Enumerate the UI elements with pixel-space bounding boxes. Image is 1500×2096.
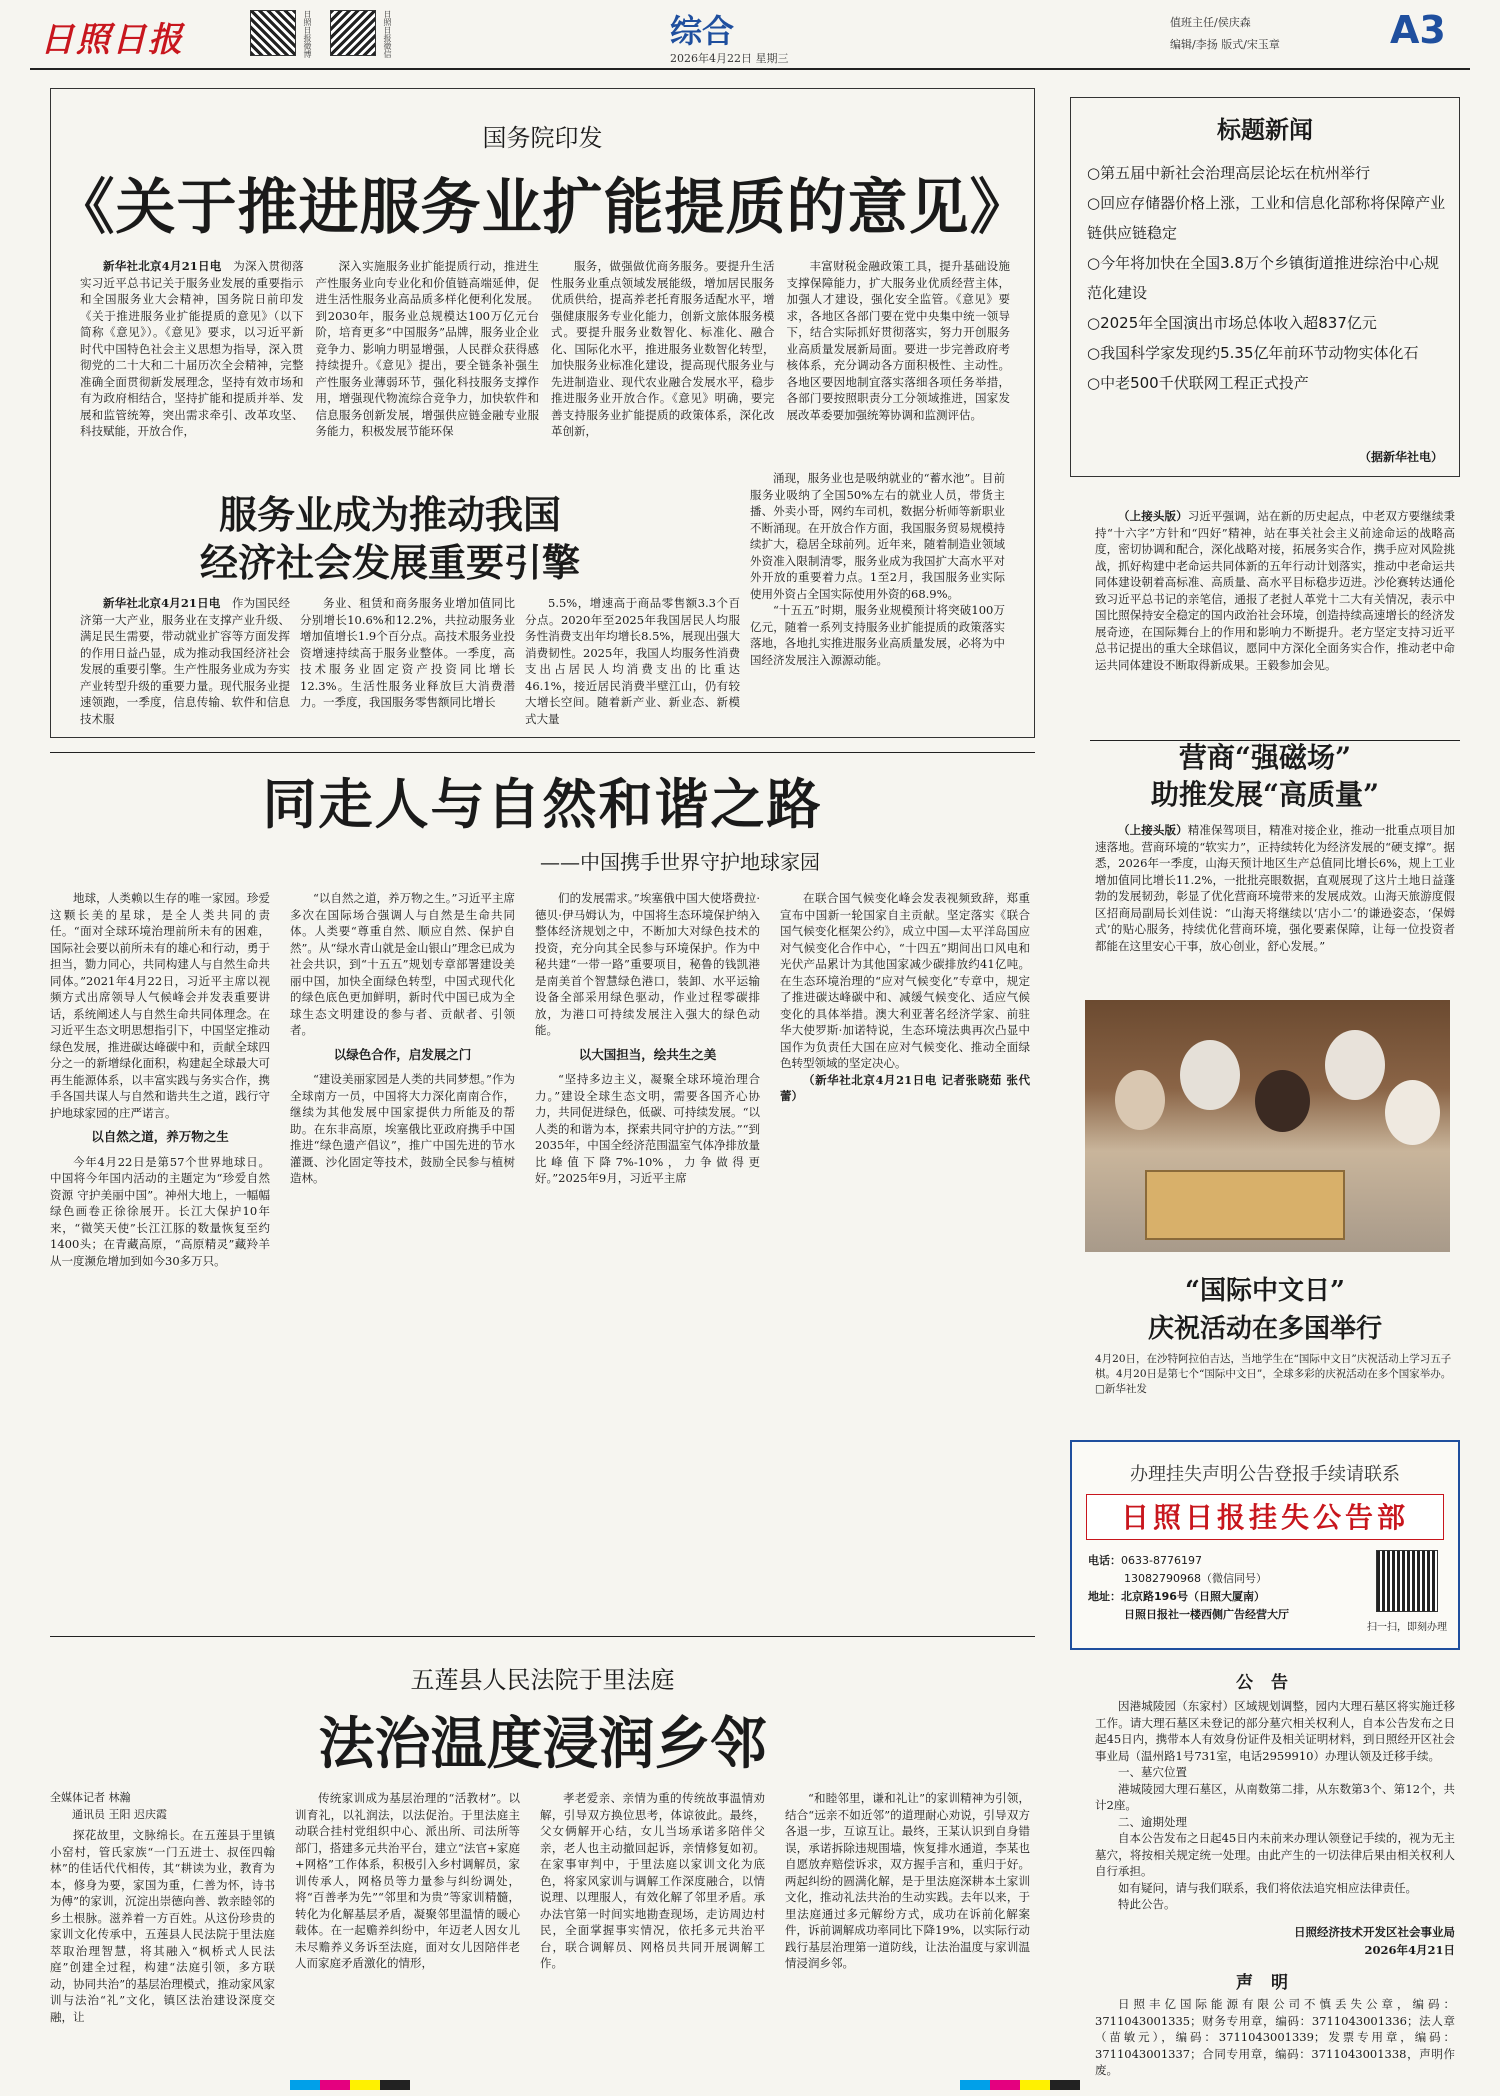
headline-item[interactable]: ○我国科学家发现约5.35亿年前环节动物实体化石 — [1087, 344, 1419, 362]
nature-col-text-1: 地球，人类赖以生存的唯一家园。珍爱这颗长美的星球，是全人类共同的责任。“面对全球环境治理前所未有的困难，国际社会要以前所未有的雄心和行动，勇于担当，勠力同心，共同构建人与自然生命共同体。”2021年4月22日，习近平主席以视频方式出席领导人气候峰会并发表重要讲话，系统阐述人与自然生命共同体理念。在习近平生态文明思想指引下，中国坚定推动绿色发展，推进碳达峰碳中和，贡献全球四分之一的新增绿化面积，构建起全球最大可再生能源体系，以丰富实践与务实合作，携手各国共谋人与自然和谐共生之道，践行守护地球家园的庄严诺言。 — [50, 891, 270, 1120]
second-col-2 — [300, 595, 515, 725]
nature-subtitle: ——中国携手世界守护地球家园 — [540, 850, 820, 874]
lead-col-text-3: 服务，做强做优商务服务。要提升生活性服务业重点领域发展能级，增加居民服务优质供给，提高养老托育服务适配水平，增强健康服务专业化能力，创新文旅体服务模式。要提升服务业数智化、标准化、融合化、国际化水平，推进服务业数智化转型，加快服务业标准化建设，提高现代服务业与先进制造业、现代农业融合发展水平，稳步推进服务业开放合作。《意见》明确，要完善支持服务业扩能提质的政策体系，深化改革创新， — [551, 259, 775, 438]
nature-subhead-3: 以大国担当，绘共生之美 — [578, 1046, 717, 1062]
notice-body — [1095, 1698, 1455, 1918]
section-title: 综合 — [670, 12, 735, 50]
second-col-4 — [750, 470, 1005, 725]
notice-signature: 日照经济技术开发区社会事业局 — [1294, 1925, 1455, 1939]
headlines-title: 标题新闻 — [1217, 115, 1313, 144]
ad-phone-2[interactable]: 13082790968（微信同号） — [1124, 1572, 1267, 1585]
lead-dateline: 新华社北京4月21日电 — [103, 259, 222, 273]
nature-col-text-5: 们的发展需求。”埃塞俄中国大使塔费拉·德贝·伊马姆认为，中国将生态环境保护纳入整体经济规划之中，不断加大对绿色技术的投资，充分向其全民参与环境保护。作为中秘共建“一带一路”重要项目，秘鲁的钱凯港是南美首个智慧绿色港口，装卸、水平运输设备全部采用绿色驱动，作业过程零碳排放，为港口可持续发展注入强大的绿色动能。 — [535, 891, 760, 1037]
ad-box — [1070, 1440, 1460, 1650]
section-divider-2 — [50, 1636, 1035, 1637]
editor-line-1: 值班主任/侯庆森 — [1170, 16, 1251, 29]
ad-top: 办理挂失声明公告登报手续请联系 — [1130, 1464, 1400, 1485]
notice-paragraph: 自本公告发布之日起45日内未前来办理认领登记手续的，视为无主墓穴，将按相关规定统一处理。由此产生的一切法律后果由相关权利人自行承担。 — [1095, 1831, 1455, 1878]
photo-caption — [1095, 1352, 1455, 1404]
brand-logo: 日照日报 — [40, 20, 184, 60]
ad-phone-label: 电话： — [1088, 1554, 1121, 1567]
page-code: A3 — [1390, 8, 1446, 52]
court-col-3 — [540, 1790, 765, 2080]
ad-scan-caption: 扫一扫，即刻办理 — [1367, 1622, 1447, 1633]
lead-body — [80, 258, 1010, 463]
notice-paragraph: 一、墓穴位置 — [1118, 1765, 1187, 1779]
ad-phone-1[interactable]: 0633-8776197 — [1121, 1554, 1202, 1567]
weibo-qr-code[interactable] — [250, 10, 296, 56]
circle-bullet-icon: ○ — [1087, 374, 1101, 392]
notice-paragraph: 二、逾期处理 — [1118, 1814, 1187, 1829]
nature-col-3 — [535, 890, 760, 1670]
nature-byline: （新华社北京4月21日电 记者张晓茹 张代蕾） — [780, 1072, 1030, 1103]
ad-address-label: 地址： — [1088, 1590, 1121, 1603]
second-dateline: 新华社北京4月21日电 — [103, 596, 221, 610]
nature-col-2 — [290, 890, 515, 1670]
court-col-2 — [295, 1790, 520, 2080]
circle-bullet-icon: ○ — [1087, 194, 1101, 212]
photo-figure — [1385, 1080, 1440, 1145]
color-registration-bar — [290, 2080, 410, 2090]
second-title-line-1: 服务业成为推动我国 — [218, 492, 561, 537]
second-col-text-2: 务业、租赁和商务服务业增加值同比分别增长10.6%和12.2%，共拉动服务业增加值增长1.9个百分点。高技术服务业投资增速持续高于服务业整体。一季度，高技术服务业固定资产投资同比增长12.3%。生活性服务业释放巨大消费潜力。一季度，我国服务零售额同比增长 — [300, 596, 515, 709]
nature-col-text-4: “建设美丽家园是人类的共同梦想。”作为全球南方一员，中国将大力深化南南合作，继续为其他发展中国家提供力所能及的帮助。在东非高原，埃塞俄比亚政府携手中国推进“绿色遗产倡议”，推广中国先进的节水灌溉、沙化固定等技术，鼓励全民参与植树造林。 — [290, 1072, 515, 1185]
photo-board — [1145, 1170, 1345, 1240]
nature-col-1 — [50, 890, 270, 1670]
lead-column-2 — [316, 258, 540, 463]
notice-title: 公 告 — [1236, 1673, 1294, 1693]
court-col-text-1: 探花故里，文脉绵长。在五莲县于里镇小窑村，管氏家族“一门五进士、叔侄四翰林”的佳话代代相传，其“耕读为业，教育为本，修身为要，家国为重，仁善为怀，诗书为傅”的家训，沉淀出崇德向善、敦亲睦邻的乡土根脉。滋养着一方百姓。从这份珍贵的家训文化传承中，五莲县人民法院于里法庭萃取治理智慧，将其融入“枫桥式人民法庭”创建全过程，构建“法庭引领，多方联动，协同共治”的基层治理模式，推动家风家训与法治“礼”文化，镇区法治建设深度交融，让 — [50, 1828, 275, 2024]
circle-bullet-icon: ○ — [1087, 164, 1101, 182]
photo-figure — [1180, 1040, 1240, 1110]
qr2-caption: 日照日报微信 — [383, 10, 392, 58]
court-col-text-2: 传统家训成为基层治理的“活教材”。以训育礼，以礼润法，以法促治。于里法庭主动联合挂村党组织中心、派出所、司法所等部门，搭建多元共治平台，建立“法官+家庭+网格”工作体系，积极引入乡村调解员，家训传承人，网格员等力量参与纠纷调处，将“百善孝为先”“邻里和为贵”等家训精髓，转化为化解基层矛盾，凝聚邻里温情的暖心载体。在一起赡养纠纷中，年迈老人因女儿未尽赡养义务诉至法庭，面对女儿因陪伴老人而家庭矛盾激化的情形， — [295, 1791, 520, 1970]
business-title-line-2: 助推发展“高质量” — [1150, 778, 1380, 811]
lead-column-3 — [551, 258, 775, 463]
second-col-1 — [80, 595, 290, 725]
notice-paragraph: 因港城陵园（东家村）区域规划调整，园内大理石墓区将实施迁移工作。请大理石墓区未登记的部分墓穴相关权利人，自本公告发布之日起45日内，携带本人有效身份证件及相关证明材料，到日照经开区社会事业局（温州路1号731室，电话2959910）办理认领及迁移手续。 — [1095, 1699, 1455, 1763]
lead-column-4 — [787, 258, 1011, 463]
headline-item[interactable]: ○今年将加快在全国3.8万个乡镇街道推进综治中心规范化建设 — [1087, 254, 1439, 302]
business-body — [1095, 822, 1455, 987]
notice-date: 2026年4月21日 — [1364, 1943, 1455, 1957]
circle-bullet-icon: ○ — [1087, 314, 1101, 332]
photo-credit: □新华社发 — [1095, 1383, 1147, 1395]
headline-item[interactable]: ○2025年全国演出市场总体收入超837亿元 — [1087, 314, 1377, 332]
editor-line-2: 编辑/李扬 版式/宋玉章 — [1170, 38, 1280, 51]
second-col-text-5: “十五五”时期，服务业规模预计将突破100万亿元，随着一系列支持服务业扩能提质的政策落实落地，各地扎实推进服务业高质量发展，必将为中国经济发展注入源源动能。 — [750, 603, 1005, 667]
nature-col-text-3: “以自然之道，养万物之生。”习近平主席多次在国际场合强调人与自然是生命共同体。人类要“尊重自然、顺应自然、保护自然”。从“绿水青山就是金山银山”理念已成为社会共识，到“十五五”规划专章部署建设美丽中国，加快全面绿色转型，中国式现代化的绿色底色更加鲜明，新时代中国已成为全球生态文明建设的参与者、贡献者、引领者。 — [290, 891, 515, 1037]
circle-bullet-icon: ○ — [1087, 344, 1101, 362]
lead-title: 《关于推进服务业扩能提质的意见》 — [54, 173, 1031, 243]
second-title-line-2: 经济社会发展重要引擎 — [199, 540, 580, 585]
notice-paragraph: 特此公告。 — [1118, 1897, 1176, 1911]
date-line: 2026年4月22日 星期三 — [670, 52, 789, 65]
masthead-rule — [30, 68, 1470, 70]
notice-paragraph: 港城陵园大理石墓区，从南数第二排，从东数第3个、第12个，共计2座。 — [1095, 1781, 1455, 1812]
second-col-text-4: 涌现，服务业也是吸纳就业的“蓄水池”。目前服务业吸纳了全国50%左右的就业人员，带货主播、外卖小哥，网约车司机，数据分析师等新职业不断涌现。在开放合作方面，我国服务贸易规模持续扩大，稳居全球前列。近年来，随着制造业领域外资准入限制清零，服务业成为我国扩大高水平对外开放的重要着力点。1至2月，我国服务业实际使用外资占全国实际使用外资的68.9%。 — [750, 471, 1005, 601]
headlines-list — [1087, 158, 1447, 398]
headline-item[interactable]: ○第五届中新社会治理高层论坛在杭州举行 — [1087, 164, 1371, 182]
court-col-4 — [785, 1790, 1030, 2080]
business-lead: （上接头版） — [1118, 823, 1188, 837]
court-byline-1: 全媒体记者 林瀚 — [50, 1791, 131, 1804]
headline-item[interactable]: ○中老500千伏联网工程正式投产 — [1087, 374, 1309, 392]
statement-title: 声 明 — [1236, 1973, 1294, 1993]
circle-bullet-icon: ○ — [1087, 254, 1101, 272]
headlines-box — [1070, 97, 1460, 477]
headlines-source: （据新华社电） — [1358, 450, 1443, 464]
lead-col-text-4: 丰富财税金融政策工具，提升基础设施支撑保障能力，扩大服务业优质经营主体，加强人才建设，强化安全监管。《意见》要求，各地区各部门要在党中央集中统一领导下，结合实际抓好贯彻落实，努力开创服务业高质量发展新局面。要进一步完善政府考核体系，充分调动各方面积极性、主动性。各地区要因地制宜落实落细各项任务举措，各部门要按照职责分工分领域推进，国家发展改革委要加强统筹协调和监测评估。 — [786, 259, 1010, 422]
second-col-3 — [525, 595, 740, 725]
nature-col-text-7: 在联合国气候变化峰会发表视频致辞，郑重宣布中国新一轮国家自主贡献。坚定落实《联合国气候变化框架公约》，成立中国—太平洋岛国应对气候变化合作中心，“十四五”期间出口风电和光伏产品累计为其他国家减少碳排放约41亿吨。在生态环境治理的“应对气候变化”专章中，规定了推进碳达峰碳中和、减缓气候变化、适应气候变化的具体举措。澳大利亚著名经济学家、前驻华大使罗斯·加诺特说，生态环境法典再次凸显中国作为负责任大国在应对气候变化、推动全面绿色转型领域的坚定决心。 — [780, 891, 1030, 1070]
news-photo — [1085, 1000, 1450, 1252]
court-byline-2: 通讯员 王阳 迟庆霞 — [72, 1807, 167, 1821]
lead-col-text-1: 为深入贯彻落实习近平总书记关于服务业发展的重要指示和全国服务业大会精神，国务院日前印发《关于推进服务业扩能提质的意见》（以下简称《意见》）。《意见》要求，以习近平新时代中国特色社会主义思想为指导，深入贯彻党的二十大和二十届历次全会精神，完整准确全面贯彻新发展理念，坚持有效市场和有为政府相结合，坚持扩能和提质并举、发展和监管统筹，突出需求牵引、改革攻坚、科技赋能，开放合作， — [80, 259, 304, 438]
nature-col-text-2: 今年4月22日是第57个世界地球日。中国将今年国内活动的主题定为“珍爱自然资源 守护美丽中国”。神州大地上，一幅幅绿色画卷正徐徐展开。长江大保护10年来，“微笑天使”长江江豚的数量恢复至约1400头；在青藏高原，“高原精灵”藏羚羊从一度濒危增加到如今30多万只。 — [50, 1154, 270, 1268]
ad-address-2: 日照日报社一楼西侧广告经营大厅 — [1124, 1608, 1289, 1621]
court-title: 法治温度浸润乡邻 — [318, 1712, 767, 1777]
nature-col-text-6: “坚持多边主义，凝聚全球环境治理合力。”建设全球生态文明，需要各国齐心协力，共同促进绿色，低碳、可持续发展。“以人类的和谐为本，探索共同守护的方法。”“到2035年，中国全经济范围温室气体净排放量比峰值下降7%-10%，力争做得更好。”2025年9月，习近平主席 — [535, 1072, 760, 1185]
photo-figure — [1255, 1070, 1310, 1132]
second-col-text-3: 5.5%，增速高于商品零售额3.3个百分点。2020年至2025年我国居民人均服务性消费支出年均增长8.5%，展现出强大消费韧性。2025年，我国人均服务性消费支出占居民人均消费支出的比重达46.1%，接近居民消费半壁江山，仍有较大增长空间。随着新产业、新业态、新模式大量 — [525, 596, 740, 726]
nature-subhead-1: 以自然之道，养万物之生 — [91, 1129, 229, 1144]
business-title-line-1: 营商“强磁场” — [1178, 741, 1352, 774]
ad-address-1: 北京路196号（日照大厦南） — [1121, 1590, 1265, 1603]
second-col-text-1: 作为国民经济第一大产业，服务业在支撑产业升级、满足民生需要，带动就业扩容等方面发挥的作用日益凸显，成为推动我国经济社会发展的重要引擎。生产性服务业成为夯实产业转型升级的重要力量。现代服务业提速领跑，一季度，信息传输、软件和信息技术服 — [80, 596, 290, 726]
lead-kicker: 国务院印发 — [482, 124, 603, 152]
nature-col-4 — [780, 890, 1030, 1670]
ad-contact — [1088, 1552, 1368, 1624]
court-col-1 — [50, 1790, 275, 2080]
photo-caption-text: 4月20日，在沙特阿拉伯吉达，当地学生在“国际中文日”庆祝活动上学习五子棋。4月20日是第七个“国际中文日”，全球多彩的庆祝活动在多个国家举办。 — [1095, 1353, 1452, 1380]
qr1-caption: 日照日报微博 — [303, 10, 312, 58]
court-col-text-4: “和睦邻里，谦和礼让”的家训精神为引领，结合“远亲不如近邻”的道理耐心劝说，引导双方各退一步，互谅互让。最终，王某认识到自身错误，承诺拆除违规围墙，恢复排水通道，李某也自愿放弃赔偿诉求，双方握手言和，重归于好。两起纠纷的圆满化解，是于里法庭深耕本土家训文化，推动礼法共治的生动实践。去年以来，于里法庭通过多元解纷方式，成功在诉前化解案件，诉前调解成功率同比下降19%，以实际行动践行基层治理第一道防线，让法治温度与家训温情浸润乡邻。 — [785, 1791, 1030, 1970]
wechat-qr-code[interactable] — [330, 10, 376, 56]
ad-title: 日照日报挂失公告部 — [1086, 1494, 1444, 1540]
photo-figure — [1115, 1070, 1165, 1130]
photo-title-line-2: 庆祝活动在多国举行 — [1147, 1314, 1382, 1344]
nature-title: 同走人与自然和谐之路 — [262, 772, 823, 836]
right-continuation-lead: （上接头版） — [1118, 509, 1188, 523]
right-continuation — [1095, 508, 1455, 733]
photo-figure — [1325, 1030, 1385, 1100]
statement-body — [1095, 1996, 1455, 2077]
masthead — [30, 6, 1470, 64]
color-registration-bar — [960, 2080, 1080, 2090]
ad-qr-code[interactable] — [1376, 1550, 1438, 1612]
court-col-text-3: 孝老爱亲、亲情为重的传统故事温情劝解，引导双方换位思考，体谅彼此。最终，父女俩解开心结，女儿当场承诺多陪伴父亲，老人也主动撤回起诉，亲情修复如初。在家事审判中，于里法庭以家训文化为底色，将家风家训与调解工作深度融合，以情说理、以理服人，有效化解了邻里矛盾。承办法官第一时间实地勘查现场，走访周边村民，全面掌握事实情况，依托多元共治平台，联合调解员、网格员共同开展调解工作。 — [540, 1791, 765, 1970]
headline-item[interactable]: ○回应存储器价格上涨，工业和信息化部称将保障产业链供应链稳定 — [1087, 194, 1446, 242]
photo-title-line-1: “国际中文日” — [1185, 1276, 1345, 1306]
lead-col-text-2: 深入实施服务业扩能提质行动，推进生产性服务业向专业化和价值链高端延伸，促进生活性服务业高品质多样化便利化发展。到2030年，服务业总规模达100万亿元台阶，培育更多“中国服务”品牌，服务业企业竞争力、影响力明显增强，人民群众获得感持续提升。《意见》提出，要全链条补强生产性服务业薄弱环节，强化科技服务支撑作用，增强现代物流综合竞争力，加快软件和信息服务创新发展，增强供应链金融专业服务能力，积极发展节能环保 — [315, 259, 539, 438]
business-text: 精准保驾项目，精准对接企业，推动一批重点项目加速落地。营商环境的“软实力”，正持续转化为经济发展的“硬支撑”。据悉，2026年一季度，山海天预计地区生产总值同比增长6%，规上工业增加值同比增长11.2%，一批批亮眼数据，直观展现了这片土地日益蓬勃的发展韧劲，彰显了优化营商环境带来的发展成效。山海天旅游度假区招商局副局长刘佳说：“山海天将继续以‘店小二’的谦逊姿态，‘保姆式’的贴心服务，持续优化营商环境，强化要素保障，让每一位投资者都能在这里安心干事，放心创业，舒心发展。” — [1095, 823, 1455, 953]
lead-column-1 — [80, 258, 304, 463]
statement-text: 日照丰亿国际能源有限公司不慎丢失公章，编码：3711043001335；财务专用章，编码：3711043001336；法人章（苗敏元），编码：3711043001339；发票专用章，编码：3711043001337；合同专用章，编码：3711043001338，声明作废。 — [1095, 1997, 1455, 2077]
court-kicker: 五莲县人民法院于里法庭 — [410, 1666, 675, 1694]
section-divider-1 — [50, 752, 1035, 753]
nature-subhead-2: 以绿色合作，启发展之门 — [333, 1046, 472, 1062]
notice-paragraph: 如有疑问，请与我们联系，我们将依法追究相应法律责任。 — [1118, 1880, 1417, 1895]
right-continuation-text: 习近平强调，站在新的历史起点，中老双方要继续秉持“十六字”方针和“四好”精神，站在事关社会主义前途命运的战略高度，密切协调和配合，深化战略对接，拓展务实合作，携手应对风险挑战，抓好构建中老命运共同体新的五年行动计划落实，推动中老命运共同体建设朝着高标准、高质量、高水平目标稳步迈进。沙伦赛转达通伦致习近平总书记的亲笔信，通报了老挝人革党十二大有关情况，表示中国比照保持安全稳定的国内政治社会环境，创造持续高速增长的经济发展奇迹，在国际舞台上的作用和影响力不断提升。老方坚定支持习近平总书记提出的重大全球倡议，愿同中方深化全面务实合作，推动老中命运共同体建设不断取得新成果。王毅参加会见。 — [1095, 509, 1455, 672]
